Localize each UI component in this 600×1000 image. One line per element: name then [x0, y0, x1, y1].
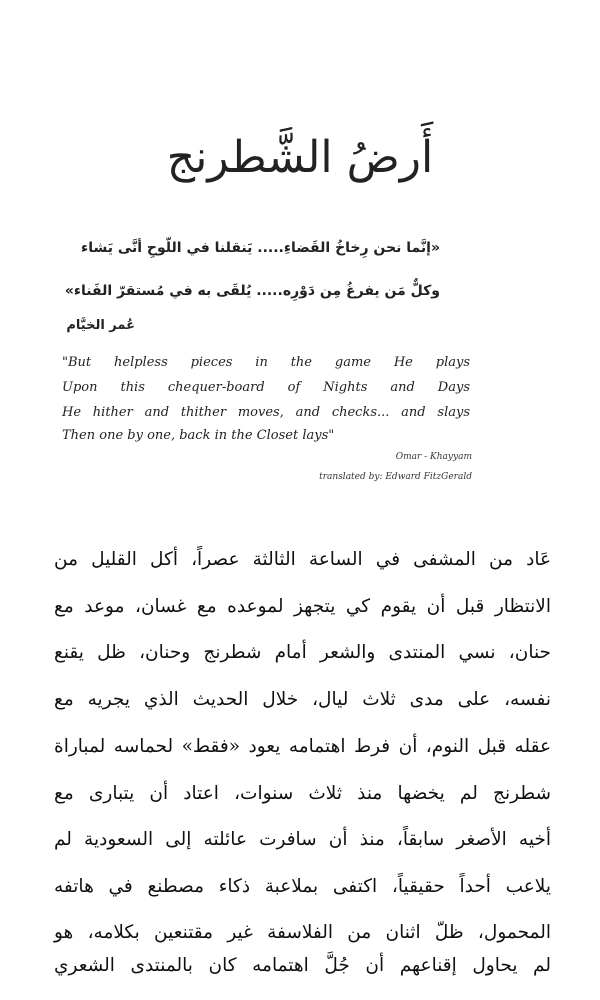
arabic-quote-line-2: وكلٌّ مَن يفرغُ مِن دَوْرِه..... يُلقَى به في مُستقرّ الفَناء» — [64, 283, 440, 299]
english-quote-line-2: Upon this chequer-board of Nights and Days — [62, 380, 470, 395]
english-quote-line-4: Then one by one, back in the Closet lays" — [62, 428, 335, 443]
body-line: عَاد من المشفى في الساعة الثالثة عصراً، أكل القليل من — [54, 549, 551, 570]
body-line: أخيه الأصغر سابقاً، منذ أن سافرت عائلته إلى السعودية لم — [54, 829, 551, 850]
arabic-quote-line-1: «إنَّما نحن رِخاخُ القَضاءِ..... يَنقلنا في اللّوحِ أنَّى يَشاء — [81, 240, 440, 256]
english-quote-line-3: He hither and thither moves, and checks... and slays — [62, 405, 470, 420]
body-line: يلاعب أحداً حقيقياً، اكتفى بملاعبة ذكاء مصطنع في هاتفه — [54, 876, 551, 897]
chapter-title: أَرضُ الشَّطرنج — [166, 132, 434, 183]
english-quote-author: Omar - Khayyam — [395, 452, 472, 462]
english-quote-line-1: "But helpless pieces in the game He plays — [62, 355, 470, 370]
body-line: شطرنج لم يخضها منذ ثلاث سنوات، اعتاد أن يتبارى مع — [54, 783, 551, 804]
body-line: نفسه، على مدى ثلاث ليال، خلال الحديث الذي يجريه مع — [54, 689, 551, 710]
arabic-quote-author: عُمر الخيَّام — [66, 318, 135, 333]
body-line: لم يحاول إقناعهم أن جُلَّ اهتمامه كان بالمنتدى الشعري — [54, 955, 551, 976]
english-quote-translator: translated by: Edward FitzGerald — [319, 472, 472, 482]
body-line: الانتظار قبل أن يقوم كي يتجهز لموعده مع غسان، موعد مع — [54, 596, 551, 617]
body-line: عقله قبل النوم، أن فرط اهتمامه يعود «فقط» لحماسه لمباراة — [54, 736, 551, 757]
body-line: المحمول، ظلّ اثنان من الفلاسفة غير مقتنعين بكلامه، هو — [54, 922, 551, 943]
body-line: حنان، نسي المنتدى والشعر أمام شطرنج وحنان، ظل يقنع — [54, 642, 551, 663]
